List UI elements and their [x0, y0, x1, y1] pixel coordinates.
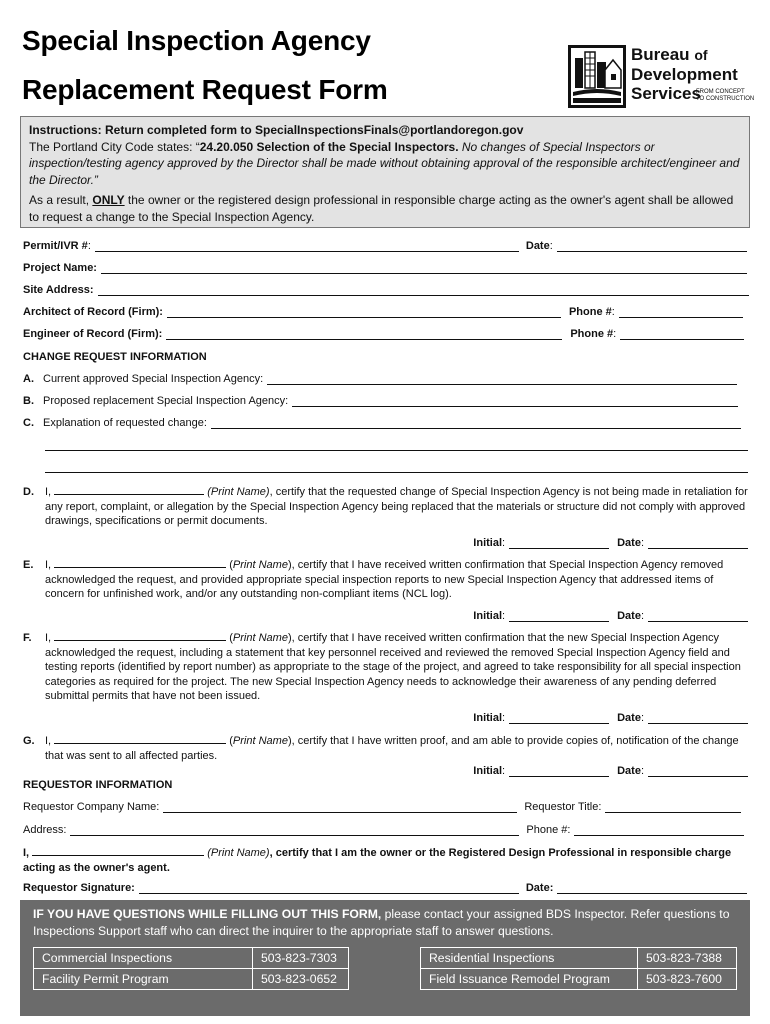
item-e-i: I,	[45, 559, 52, 571]
item-f-initial-row: Initial : Date :	[473, 712, 748, 724]
cert-print-name: (Print Name)	[207, 847, 270, 859]
form-title-line1: Special Inspection Agency	[22, 25, 371, 56]
explanation-field-1[interactable]	[211, 419, 741, 429]
item-f-text: ), certify that I have received written confirmation that the new Special Inspection Agency acknowledged the request, including a statement that key personnel received and reviewed the removed Special Inspection Agency field and testing reports (identified by report number) as appropriate to the stage of the project, and agreed to take responsibility for all special inspection categories as required for the project. The new Special Inspection Agency needs to acknowledge their awareness of any pending deferred submittal permits that have not been issued.	[45, 632, 741, 702]
item-f-letter: F.	[23, 632, 32, 644]
date-label: Date	[617, 610, 641, 622]
permit-label: Permit/IVR #	[23, 240, 88, 252]
item-c-letter: C.	[23, 417, 34, 429]
initial-label: Initial	[473, 537, 503, 549]
item-c-label: Explanation of requested change:	[43, 417, 207, 429]
architect-phone-label: Phone #	[568, 306, 612, 318]
cert-text: , certify that I am the owner or the Registered Design Professional in responsible charge acting as the owner's agent.	[23, 847, 732, 874]
contact-phone: 503-823-7388	[638, 948, 737, 969]
project-name-field[interactable]	[101, 264, 747, 274]
requestor-heading: REQUESTOR INFORMATION	[23, 779, 173, 791]
date-label: Date	[617, 712, 641, 724]
item-d-initial-row: Initial : Date :	[473, 537, 748, 549]
address-field[interactable]	[70, 826, 519, 836]
item-g-date-field[interactable]	[648, 767, 748, 777]
item-g-text: ), certify that I have written proof, and am able to provide copies of, notification of the change that was sent to all affected parties.	[45, 735, 739, 762]
date-field[interactable]	[557, 242, 747, 252]
requestor-company-label: Requestor Company Name:	[23, 801, 160, 813]
item-e-print-name: Print Name	[232, 559, 288, 571]
item-e-letter: E.	[23, 559, 34, 571]
signature-label: Requestor Signature:	[23, 882, 135, 894]
form-title-line2: Replacement Request Form	[22, 74, 388, 105]
requestor-phone-label: Phone #:	[526, 824, 571, 836]
contact-phone: 503-823-0652	[253, 969, 349, 990]
permit-field[interactable]	[95, 242, 519, 252]
contact-name: Field Issuance Remodel Program	[421, 969, 638, 990]
item-g-initial-field[interactable]	[509, 767, 609, 777]
requestor-company-field[interactable]	[163, 803, 517, 813]
item-d-date-field[interactable]	[648, 539, 748, 549]
item-a-letter: A.	[23, 373, 34, 385]
item-a-label: Current approved Special Inspection Agency:	[43, 373, 264, 385]
date-label: Date	[617, 537, 641, 549]
item-d-letter: D.	[23, 486, 34, 498]
engineer-label: Engineer of Record (Firm):	[23, 328, 163, 340]
item-f-initial-field[interactable]	[509, 714, 609, 724]
item-g: G. I, (Print Name), certify that I have written proof, and am able to provide copies of, notification of the change that was sent to all affected parties.	[23, 735, 739, 762]
item-e-initial-row: Initial : Date :	[473, 610, 748, 622]
requestor-name-field[interactable]	[32, 846, 204, 856]
project-label: Project Name:	[23, 262, 97, 274]
logo-word-bureau: Bureau of	[631, 45, 708, 64]
footer-text: IF YOU HAVE QUESTIONS WHILE FILLING OUT THIS FORM, please contact your assigned BDS Inspector. Refer questions to Inspections Support staff who can direct the inquirer to the appropriate staff to answer questions.	[33, 907, 730, 938]
signature-date-field[interactable]	[557, 884, 747, 894]
proposed-agency-field[interactable]	[292, 397, 738, 407]
item-d-text: , certify that the requested change of Special Inspection Agency is not being made in retaliation for any report, complaint, or allegation by the Special Inspection Agency being replaced that the materials or structure did not comply with approved drawings, specifications or permit documents.	[45, 486, 748, 527]
cert-i: I,	[23, 847, 30, 859]
item-e-text: ), certify that I have received written confirmation that Special Inspection Agency removed acknowledged the request, and provided appropriate special inspection reports to new Special Inspection Agency that addressed items of concern for unfinished work, and/or any outstanding non-compliant items (NCL log).	[45, 559, 724, 600]
item-e-name-field[interactable]	[54, 558, 226, 568]
initial-label: Initial	[473, 610, 503, 622]
site-address-field[interactable]	[98, 286, 749, 296]
contact-row	[421, 948, 737, 969]
item-d-print-name: (Print Name)	[207, 486, 270, 498]
contact-row	[34, 948, 349, 969]
signature-date-label: Date:	[525, 882, 554, 894]
site-label: Site Address:	[23, 284, 94, 296]
item-f-i: I,	[45, 632, 52, 644]
requestor-title-field[interactable]	[605, 803, 741, 813]
item-f-print-name: Print Name	[232, 632, 288, 644]
contacts-table-left	[33, 947, 349, 990]
item-e-date-field[interactable]	[648, 612, 748, 622]
date-label: Date	[525, 240, 550, 252]
item-b-label: Proposed replacement Special Inspection Agency:	[43, 395, 289, 407]
item-d-initial-field[interactable]	[509, 539, 609, 549]
item-g-name-field[interactable]	[54, 734, 226, 744]
item-d-name-field[interactable]	[54, 485, 204, 495]
address-label: Address:	[23, 824, 67, 836]
item-g-letter: G.	[23, 735, 35, 747]
item-e: E. I, (Print Name), certify that I have received written confirmation that Special Inspection Agency removed acknowledged the request, and provided appropriate special inspection reports to new Special Inspection Agency that addressed items of concern for unfinished work, and/or any outstanding non-compliant items (NCL log).	[23, 559, 724, 600]
logo-word-services: Services	[631, 84, 701, 103]
signature-field[interactable]	[139, 884, 519, 894]
item-g-i: I,	[45, 735, 52, 747]
explanation-field-3[interactable]	[45, 463, 748, 473]
requestor-certification	[23, 846, 749, 875]
city-code-text: The Portland City Code states: “24.20.050 Selection of the Special Inspectors. No changes of Special Inspectors or inspection/testing agency approved by the Director shall be made without obtaining approval of the responsible architect/engineer and the Director.”	[29, 139, 740, 187]
engineer-phone-field[interactable]	[620, 330, 744, 340]
initial-label: Initial	[473, 765, 503, 777]
change-request-heading: CHANGE REQUEST INFORMATION	[23, 351, 207, 363]
requestor-phone-field[interactable]	[574, 826, 744, 836]
item-f-date-field[interactable]	[648, 714, 748, 724]
item-f-name-field[interactable]	[54, 631, 226, 641]
item-f: F. I, (Print Name), certify that I have received written confirmation that the new Special Inspection Agency acknowledged the request, including a statement that key personnel received and reviewed the removed Special Inspection Agency field and testing reports (identified by report number) as appropriate to the stage of the project, and agreed to take responsibility for all special inspection categories as required for the project. The new Special Inspection Agency needs to acknowledge their awareness of any pending deferred submittal permits that have not been issued.	[23, 632, 741, 702]
item-d-i: I,	[45, 486, 52, 498]
contact-row	[421, 969, 737, 990]
logo-word-development: Development	[631, 65, 738, 84]
item-b-letter: B.	[23, 395, 34, 407]
explanation-field-2[interactable]	[45, 441, 748, 451]
engineer-field[interactable]	[166, 330, 562, 340]
contact-name: Residential Inspections	[421, 948, 638, 969]
contact-row	[34, 969, 349, 990]
contact-name: Facility Permit Program	[34, 969, 253, 990]
contacts-table-right	[420, 947, 737, 990]
city-skyline-icon	[568, 45, 626, 108]
item-d	[23, 485, 749, 529]
current-agency-field[interactable]	[267, 375, 737, 385]
date-label: Date	[617, 765, 641, 777]
contact-phone: 503-823-7303	[253, 948, 349, 969]
bds-logo	[568, 45, 755, 109]
engineer-phone-label: Phone #	[570, 328, 614, 340]
logo-tagline: FROM CONCEPT TO CONSTRUCTION	[696, 89, 755, 102]
questions-footer	[20, 900, 750, 1016]
result-text: As a result, ONLY the owner or the registered design professional in responsible charge acting as the owner's agent shall be allowed to request a change to the Special Inspection Agency.	[29, 193, 734, 224]
initial-label: Initial	[473, 712, 503, 724]
item-g-initial-row: Initial : Date :	[473, 765, 748, 777]
instructions-heading: Instructions: Return completed form to SpecialInspectionsFinals@portlandoregon.gov	[29, 123, 524, 137]
item-g-print-name: Print Name	[232, 735, 288, 747]
architect-phone-field[interactable]	[619, 308, 743, 318]
architect-label: Architect of Record (Firm):	[23, 306, 163, 318]
requestor-title-label: Requestor Title:	[524, 801, 602, 813]
contact-name: Commercial Inspections	[34, 948, 253, 969]
contact-phone: 503-823-7600	[638, 969, 737, 990]
architect-field[interactable]	[167, 308, 561, 318]
item-e-initial-field[interactable]	[509, 612, 609, 622]
instructions-box	[20, 116, 750, 228]
